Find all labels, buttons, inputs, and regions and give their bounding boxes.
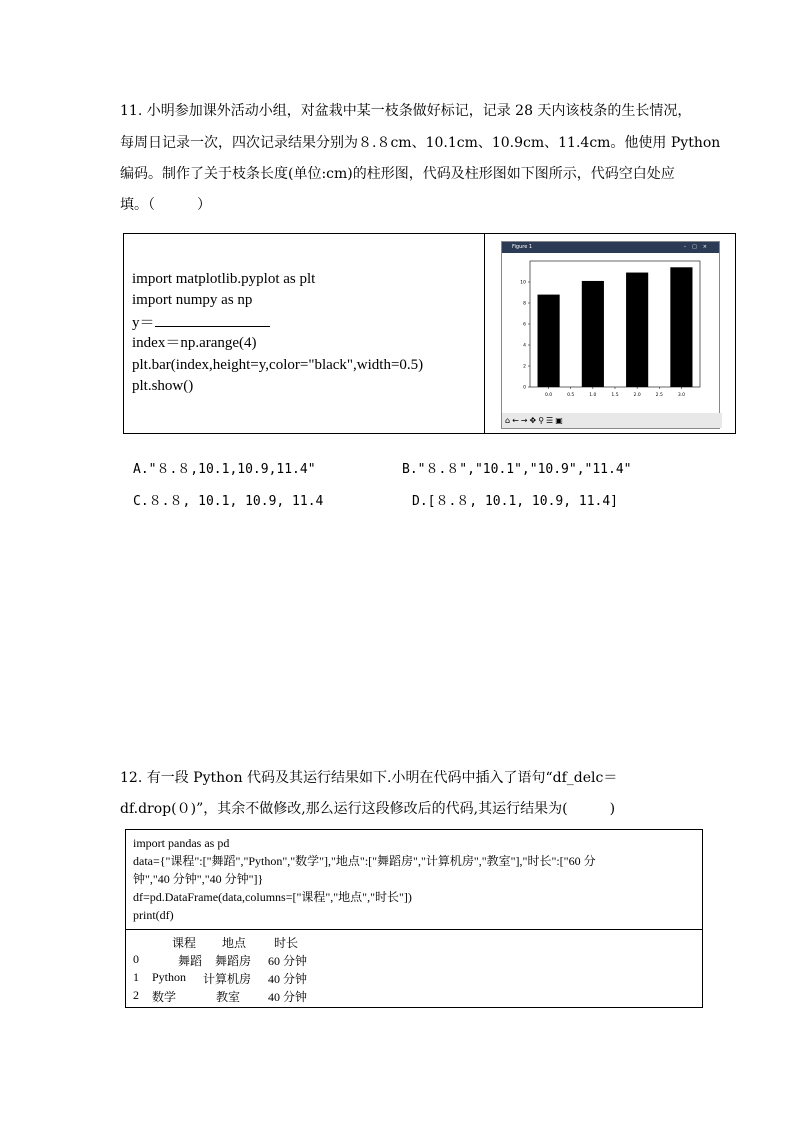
x-tick-label: 0.5 [567, 393, 575, 398]
q12-code-line: import pandas as pd [133, 836, 230, 850]
bar [626, 273, 648, 387]
q11-code-line: index＝np.arange(4) [132, 335, 257, 351]
matplotlib-figure-window [501, 241, 720, 429]
q11-code-line: import numpy as np [132, 292, 253, 308]
table-cell: 计算机房 [203, 972, 252, 986]
y-tick-label: 10 [520, 280, 526, 286]
x-tick-label: 0.0 [545, 393, 553, 398]
q12-code-line: df=pd.DataFrame(data,columns=["课程","地点","时长"]) [133, 890, 412, 904]
q11-text-line2: 每周日记录一次，四次记录结果分别为８.８cm、10.1cm、10.9cm、11.4cm。他使用 Python [120, 135, 721, 151]
option-d: D.[８.８, 10.1, 10.9, 11.4] [412, 494, 619, 509]
figure-toolbar [502, 413, 722, 428]
q12-code-line: 钟","40 分钟","40 分钟"]} [133, 872, 264, 886]
y-tick-label: 4 [523, 343, 526, 349]
home-icon: ⌂ [505, 416, 511, 425]
y-tick-label: 0 [523, 385, 526, 391]
plot-area [502, 253, 719, 413]
bar [538, 295, 560, 387]
configure-icon: ☰ [546, 416, 554, 425]
save-icon: ▣ [555, 416, 563, 425]
q11-code-line: import matplotlib.pyplot as plt [132, 271, 316, 287]
q11-code-figure-box [123, 233, 736, 434]
figure-title: Figure 1 [512, 244, 533, 250]
table-cell: 数学 [152, 990, 177, 1004]
q11-code-line: plt.show() [132, 378, 194, 394]
table-cell: 40 分钟 [268, 972, 308, 986]
figure-titlebar [502, 242, 719, 253]
table-cell: 舞蹈房 [215, 954, 252, 968]
q12-code-line: print(df) [133, 908, 174, 922]
q11-text-line4: 填。（ ） [120, 197, 211, 213]
x-tick-label: 2.5 [655, 393, 663, 398]
q12-text-line2: df.drop(０)”，其余不做修改,那么运行这段修改后的代码,其运行结果为( ) [120, 801, 616, 817]
option-c: C.８.８, 10.1, 10.9, 11.4 [133, 494, 324, 509]
back-icon: ← [512, 416, 519, 425]
y-tick-label: 6 [523, 322, 526, 328]
y-tick-label: 2 [523, 364, 526, 370]
table-row-index: 1 [133, 970, 139, 984]
table-row-index: 0 [133, 952, 139, 966]
q12-text-line1: 12. 有一段 Python 代码及其运行结果如下.小明在代码中插入了语句“df_delc＝ [120, 770, 618, 786]
table-cell: 60 分钟 [268, 954, 308, 968]
bar [582, 281, 604, 387]
q12-code-line: data={"课程":["舞蹈","Python","数学"],"地点":["舞蹈房","计算机房","教室"],"时长":["60 分 [133, 854, 596, 868]
table-cell: 40 分钟 [268, 990, 308, 1004]
q11-text-line1: 11. 小明参加课外活动小组，对盆栽中某一枝条做好标记，记录 28 天内该枝条的生长情况， [120, 103, 692, 119]
output-separator [126, 929, 702, 930]
forward-icon: → [520, 416, 528, 425]
pan-icon: ✥ [529, 416, 537, 425]
x-tick-label: 2.0 [633, 393, 641, 398]
table-header-cell: 课程 [172, 936, 197, 950]
table-row-index: 2 [133, 988, 139, 1002]
option-a: A."８.８,10.1,10.9,11.4" [133, 462, 316, 477]
x-tick-label: 1.5 [611, 393, 619, 398]
q12-code-output-box [125, 829, 703, 1008]
q11-code-line: plt.bar(index,height=y,color="black",width=0.5) [132, 357, 424, 373]
x-tick-label: 3.0 [677, 393, 685, 398]
x-tick-label: 1.0 [589, 393, 597, 398]
box-divider [484, 234, 485, 433]
zoom-icon: ⚲ [538, 416, 545, 425]
window-controls: –□× [683, 244, 713, 250]
table-header-cell: 时长 [274, 936, 299, 950]
option-b: B."８.８","10.1","10.9","11.4" [402, 462, 632, 477]
bar-chart [502, 253, 719, 413]
table-header-cell: 地点 [222, 936, 247, 950]
q11-text-line3: 编码。制作了关于枝条长度(单位:cm)的柱形图，代码及柱形图如下图所示，代码空白处应 [120, 166, 675, 182]
table-cell: Python [152, 970, 187, 984]
q11-code-y: y＝ [132, 315, 155, 331]
y-tick-label: 8 [523, 301, 526, 307]
table-cell: 舞蹈 [178, 954, 203, 968]
answer-blank [155, 312, 270, 327]
bar [670, 267, 692, 387]
table-cell: 教室 [216, 990, 241, 1004]
q11-code-line-blank [132, 312, 270, 335]
